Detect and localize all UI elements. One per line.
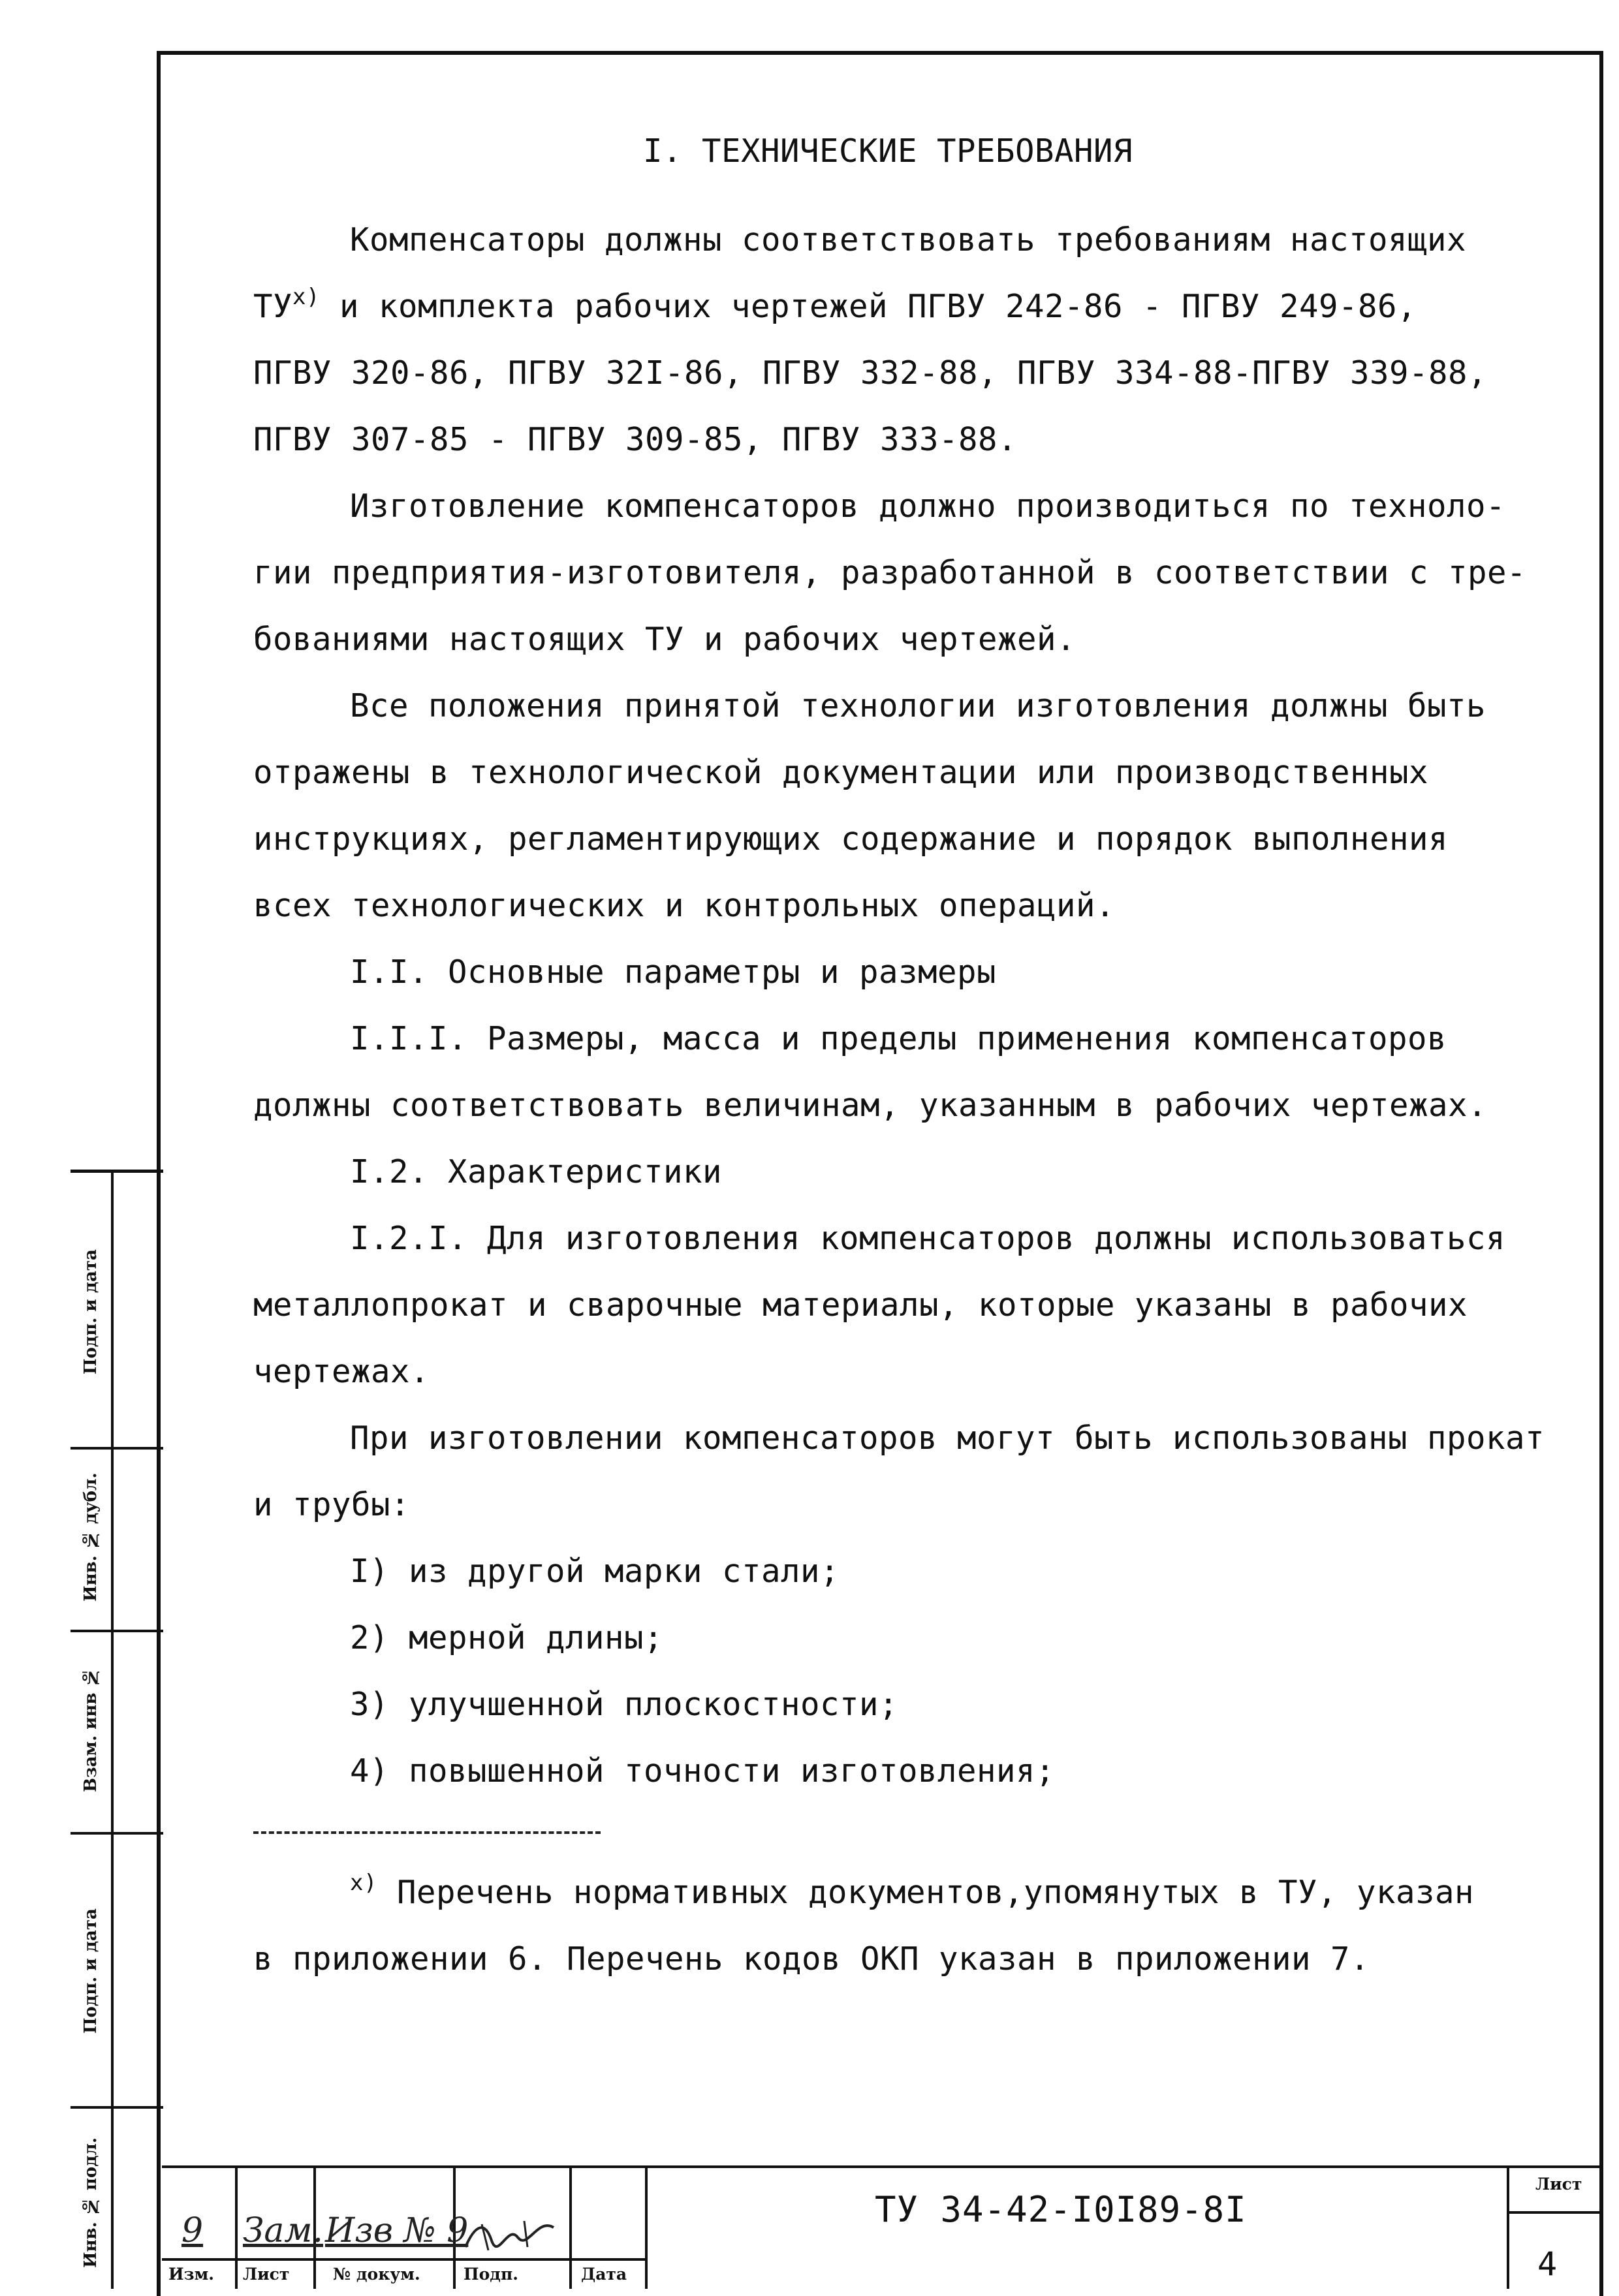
- change-type-handwritten: Зам.: [243, 2211, 324, 2250]
- subsection-title: I.2. Характеристики: [350, 1153, 723, 1190]
- list-item: I) из другой марки стали;: [350, 1553, 840, 1590]
- paragraph-line: чертежах.: [253, 1353, 430, 1390]
- stamp-divider: [111, 1173, 114, 2289]
- signature-mark: [462, 2211, 560, 2257]
- paragraph-line: I.I.I. Размеры, масса и пределы применения компенсаторов: [350, 1020, 1447, 1057]
- subsection-title: I.I. Основные параметры и размеры: [350, 954, 997, 991]
- paragraph-text: и комплекта рабочих чертежей ПГВУ 242-86 - ПГВУ 249-86,: [319, 288, 1417, 325]
- col-header-dokum: № докум.: [333, 2265, 420, 2284]
- stamp-label-inv-podl: Инв. № подл.: [81, 2137, 101, 2268]
- title-block-line: [569, 2165, 572, 2289]
- col-header-list: Лист: [243, 2265, 290, 2284]
- col-header-podp: Подп.: [464, 2265, 518, 2284]
- paragraph-line: гии предприятия-изготовителя, разработанной в соответствии с тре-: [253, 554, 1527, 591]
- paragraph-line: должны соответствовать величинам, указанным в рабочих чертежах.: [253, 1087, 1488, 1124]
- paragraph-line: инструкциях, регламентирующих содержание и порядок выполнения: [253, 820, 1449, 858]
- section-heading: I. ТЕХНИЧЕСКИЕ ТРЕБОВАНИЯ: [642, 132, 1133, 170]
- footnote-divider: [253, 1831, 601, 1834]
- paragraph-line: ПГВУ 320-86, ПГВУ 32I-86, ПГВУ 332-88, ПГВУ 334-88-ПГВУ 339-88,: [253, 354, 1488, 392]
- title-block-border: [162, 2165, 1603, 2168]
- paragraph-line: отражены в технологической документации или производственных: [253, 754, 1429, 791]
- paragraph-line: I.2.I. Для изготовления компенсаторов должны использоваться: [350, 1220, 1506, 1257]
- stamp-divider: [71, 1832, 163, 1835]
- paragraph-line: бованиями настоящих ТУ и рабочих чертежей.: [253, 621, 1077, 658]
- paragraph-line: Все положения принятой технологии изготовления должны быть: [350, 687, 1486, 724]
- footnote-text: Перечень нормативных документов,упомянутых в ТУ, указан: [377, 1874, 1474, 1911]
- title-block-line: [1507, 2211, 1603, 2214]
- list-item: 2) мерной длины;: [350, 1619, 664, 1656]
- footnote-line: [350, 1872, 1619, 1914]
- document-number: ТУ 34-42-I0I89-8I: [875, 2189, 1247, 2230]
- title-block-line: [235, 2165, 238, 2289]
- paragraph-line: [253, 286, 1585, 328]
- title-block-line: [645, 2165, 648, 2289]
- footnote-line: в приложении 6. Перечень кодов ОКП указан в приложении 7.: [253, 1940, 1370, 1978]
- col-header-data: Дата: [581, 2265, 627, 2284]
- stamp-label-vzam-inv: Взам. инв №: [81, 1667, 101, 1792]
- sheet-label: Лист: [1535, 2175, 1582, 2194]
- paragraph-line: Компенсаторы должны соответствовать требованиям настоящих: [350, 221, 1467, 258]
- list-item: 4) повышенной точности изготовления;: [350, 1752, 1056, 1790]
- title-block-line: [1507, 2165, 1509, 2289]
- footnote-marker: х): [350, 1870, 377, 1896]
- paragraph-line: Изготовление компенсаторов должно производиться по техноло-: [350, 488, 1506, 525]
- paragraph-line: и трубы:: [253, 1486, 411, 1523]
- paragraph-line: При изготовлении компенсаторов могут быть использованы прокат: [350, 1419, 1545, 1457]
- stamp-label-podp-data: Подп. и дата: [81, 1249, 101, 1374]
- notice-number-handwritten: Изв № 9: [325, 2211, 469, 2250]
- paragraph-line: металлопрокат и сварочные материалы, которые указаны в рабочих: [253, 1286, 1468, 1324]
- footnote-ref: х): [292, 284, 320, 310]
- stamp-label-podp-data: Подп. и дата: [81, 1908, 101, 2034]
- tu-label: ТУ: [253, 288, 293, 325]
- list-item: 3) улучшенной плоскостности;: [350, 1686, 899, 1723]
- sheet-number: 4: [1537, 2245, 1558, 2283]
- change-number-handwritten: 9: [181, 2211, 204, 2250]
- paragraph-line: ПГВУ 307-85 - ПГВУ 309-85, ПГВУ 333-88.: [253, 421, 1018, 458]
- title-block-line: [162, 2258, 645, 2261]
- stamp-divider: [71, 2106, 163, 2109]
- stamp-label-inv-dubl: Инв. № дубл.: [81, 1472, 101, 1602]
- paragraph-line: всех технологических и контрольных операций.: [253, 887, 1116, 924]
- col-header-izm: Изм.: [168, 2265, 214, 2284]
